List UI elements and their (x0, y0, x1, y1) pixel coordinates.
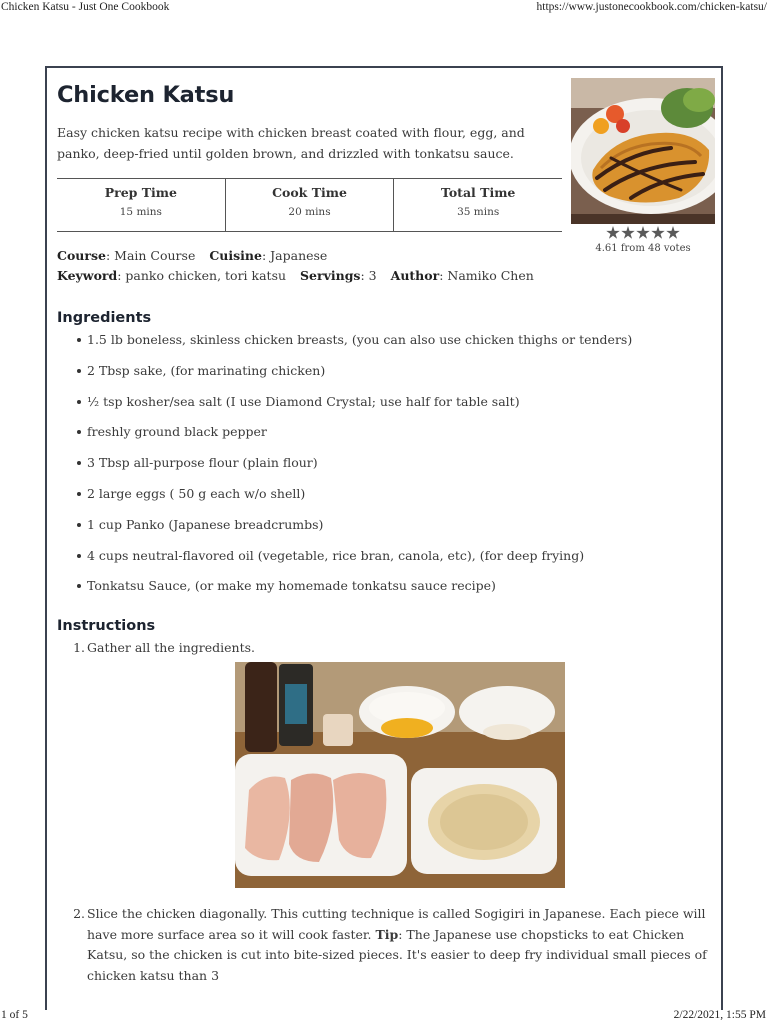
total-time-label: Total Time (440, 185, 516, 200)
recipe-times (57, 178, 562, 232)
print-page-url[interactable]: https://www.justonecookbook.com/chicken-katsu/ (536, 1, 767, 13)
star-icon[interactable] (636, 226, 650, 240)
ingredients-list (87, 332, 707, 609)
recipe-title: Chicken Katsu (57, 82, 235, 108)
ingredient-item: 4 cups neutral-flavored oil (vegetable, rice bran, canola, etc), (for deep frying) (87, 548, 707, 579)
star-icon[interactable] (606, 226, 620, 240)
keyword-value: panko chicken, tori katsu (125, 268, 287, 283)
step-text (71, 904, 721, 986)
ingredients-heading: Ingredients (57, 310, 152, 326)
tip-label: Tip (375, 926, 399, 942)
chicken-katsu-photo (571, 78, 715, 224)
ingredient-item: freshly ground black pepper (87, 424, 707, 455)
step-text-part: : The Japanese use chopsticks to eat Chicken Katsu, so the chicken is cut into bite-sized pieces. It's easier to deep fry individual small pieces of chicken katsu than 3 (87, 926, 707, 983)
print-footer (0, 1008, 768, 1024)
star-icon[interactable] (666, 226, 680, 240)
course-value: Main Course (114, 248, 196, 263)
course-label: Course (57, 248, 106, 263)
total-time-value: 35 mins (457, 206, 500, 218)
recipe-meta-keyword-servings-author: Keyword: panko chicken, tori katsu Servings: 3 Author: Namiko Chen (57, 268, 534, 283)
prep-time-label: Prep Time (104, 185, 177, 200)
cook-time-label: Cook Time (272, 185, 347, 200)
recipe-summary: Easy chicken katsu recipe with chicken breast coated with flour, egg, and panko, deep-fried until golden brown, and drizzled with tonkatsu sauce. (57, 125, 525, 161)
ingredients-illustration (235, 662, 565, 888)
ingredient-item: 1.5 lb boneless, skinless chicken breasts, (you can also use chicken thighs or tenders) (87, 332, 707, 363)
author-value: Namiko Chen (447, 268, 534, 283)
star-icon[interactable] (651, 226, 665, 240)
prep-time (57, 179, 225, 231)
prep-time-value: 15 mins (119, 206, 162, 218)
author-label: Author (390, 268, 440, 283)
step-text: Gather all the ingredients. (87, 640, 256, 655)
cuisine-value: Japanese (270, 248, 328, 263)
star-icon[interactable] (621, 226, 635, 240)
instructions-heading: Instructions (57, 618, 156, 634)
ingredient-item: Tonkatsu Sauce, (or make my homemade tonkatsu sauce recipe) (87, 578, 707, 609)
print-date: 2/22/2021, 1:55 PM (673, 1009, 766, 1021)
step-text-part: Slice the chicken diagonally. This cutting technique is called Sogigiri in Japanese. Each piece will have more surface area so it will cook faster. (87, 906, 706, 942)
total-time (393, 179, 562, 231)
recipe-meta-course-cuisine: Course: Main Course Cuisine: Japanese (57, 248, 328, 263)
ingredients-photo (235, 662, 565, 888)
keyword-label: Keyword (57, 268, 118, 283)
recipe-card (45, 66, 723, 1010)
ingredient-item: 2 Tbsp sake, (for marinating chicken) (87, 363, 707, 394)
print-header (0, 0, 768, 18)
print-page-title: Chicken Katsu - Just One Cookbook (1, 1, 170, 13)
recipe-rating (571, 226, 715, 254)
servings-value: 3 (368, 268, 377, 283)
instruction-step-2 (71, 904, 721, 986)
instruction-step-1 (71, 638, 691, 659)
step-number: 1. (73, 640, 85, 655)
ingredient-item: ½ tsp kosher/sea salt (I use Diamond Crystal; use half for table salt) (87, 394, 707, 425)
cook-time-value: 20 mins (288, 206, 331, 218)
ingredient-item: 1 cup Panko (Japanese breadcrumbs) (87, 517, 707, 548)
rating-stars[interactable] (571, 226, 715, 240)
ingredient-item: 3 Tbsp all-purpose flour (plain flour) (87, 455, 707, 486)
cook-time (225, 179, 394, 231)
page-indicator: 1 of 5 (1, 1009, 28, 1021)
rating-text: 4.61 from 48 votes (595, 243, 691, 254)
step-number: 2. (73, 906, 85, 921)
servings-label: Servings (300, 268, 361, 283)
cuisine-label: Cuisine (209, 248, 262, 263)
ingredient-item: 2 large eggs ( 50 g each w/o shell) (87, 486, 707, 517)
chicken-katsu-illustration (571, 78, 715, 224)
